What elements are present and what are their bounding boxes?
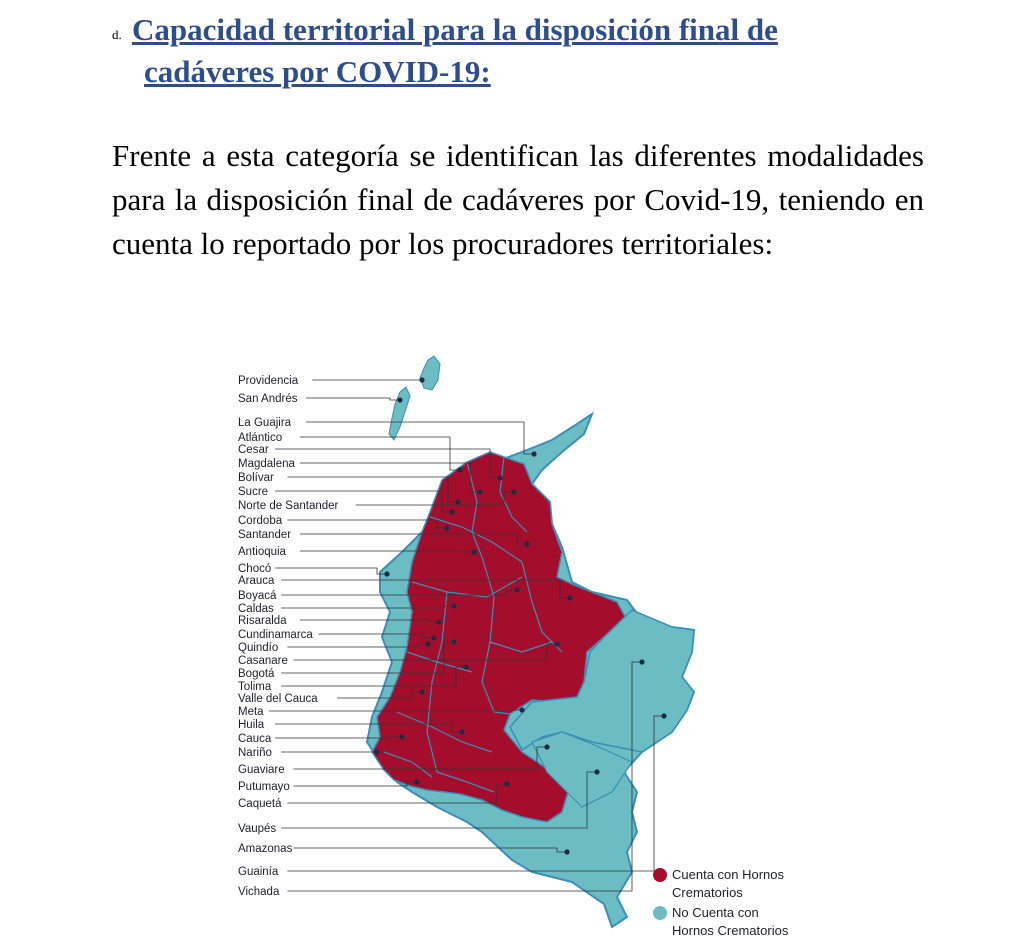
department-dot (544, 744, 549, 749)
department-dot (497, 475, 502, 480)
label-norte-de-santander: Norte de Santander (238, 500, 339, 512)
department-dot (531, 451, 536, 456)
department-dot (449, 509, 454, 514)
department-dot (444, 525, 449, 530)
label-boyac-: Boyacá (238, 590, 277, 602)
label-guain-a: Guainía (238, 866, 279, 878)
legend-with-crematory-line2: Crematorios (672, 885, 743, 900)
label-atl-ntico: Atlántico (238, 432, 283, 444)
label-risaralda: Risaralda (238, 615, 287, 627)
label-santander: Santander (238, 529, 292, 541)
department-dot (419, 377, 424, 382)
department-dot (511, 489, 516, 494)
legend-without-crematory-line2: Hornos Crematorios (672, 923, 789, 938)
leader-line (300, 437, 460, 470)
department-dot (455, 499, 460, 504)
legend-swatch-without-crematory (653, 906, 667, 920)
department-dot (451, 603, 456, 608)
label-putumayo: Putumayo (238, 781, 290, 793)
department-dot (374, 749, 379, 754)
legend-swatch-with-crematory (653, 868, 667, 882)
department-dot (451, 639, 456, 644)
department-dot (463, 664, 468, 669)
label-san-andr-s: San Andrés (238, 393, 298, 405)
label-casanare: Casanare (238, 655, 288, 667)
label-vichada: Vichada (238, 886, 280, 898)
department-dot (399, 734, 404, 739)
label-choc-: Chocó (238, 563, 272, 575)
section-marker: d. (112, 27, 122, 42)
department-dot (436, 619, 441, 624)
section-title-line1: Capacidad territorial para la disposición final de (132, 12, 778, 47)
department-dot (504, 781, 509, 786)
label-bol-var: Bolívar (238, 472, 274, 484)
label-cordoba: Cordoba (238, 515, 283, 527)
island-providencia (420, 356, 440, 390)
leader-line (287, 520, 447, 528)
label-magdalena: Magdalena (238, 458, 295, 470)
label-valle-del-cauca: Valle del Cauca (238, 693, 318, 705)
label-caquet-: Caquetá (238, 798, 282, 810)
department-dot (661, 713, 666, 718)
legend-with-crematory-line1: Cuenta con Hornos (672, 867, 785, 882)
label-amazonas: Amazonas (238, 843, 293, 855)
island-san-andres (389, 387, 410, 440)
intro-paragraph: Frente a esta categoría se identifican las diferentes modalidades para la disposición final de cadáveres por Covid-19, teniendo en cuenta lo reportado por los procuradores territoriales: (112, 138, 924, 261)
label-caldas: Caldas (238, 603, 274, 615)
leader-line (275, 568, 387, 574)
department-dot (414, 779, 419, 784)
label-cundinamarca: Cundinamarca (238, 629, 313, 641)
label-guaviare: Guaviare (238, 764, 285, 776)
department-dot (514, 587, 519, 592)
department-dot (564, 849, 569, 854)
department-dot (519, 707, 524, 712)
label-vaup-s: Vaupés (238, 823, 277, 835)
department-dot (594, 769, 599, 774)
label-sucre: Sucre (238, 486, 269, 498)
department-dot (384, 571, 389, 576)
department-dot (477, 489, 482, 494)
legend-without-crematory-line1: No Cuenta con (672, 905, 759, 920)
department-dot (431, 635, 436, 640)
label-quind-o: Quindío (238, 642, 279, 654)
label-antioquia: Antioquia (238, 546, 286, 558)
department-dot (554, 641, 559, 646)
map-regions (367, 356, 694, 927)
colombia-crematory-map (232, 352, 812, 942)
leader-line (306, 398, 400, 400)
department-dot (524, 541, 529, 546)
label-arauca: Arauca (238, 575, 275, 587)
label-meta: Meta (238, 706, 264, 718)
label-providencia: Providencia (238, 375, 299, 387)
label-la-guajira: La Guajira (238, 417, 292, 429)
department-dot (639, 659, 644, 664)
department-dot (397, 397, 402, 402)
label-nari-o: Nariño (238, 747, 272, 759)
label-tolima: Tolima (238, 681, 272, 693)
department-dot (419, 689, 424, 694)
department-dot (459, 729, 464, 734)
label-huila: Huila (238, 719, 265, 731)
department-labels (238, 375, 339, 898)
section-title-line2: cadáveres por COVID-19: (144, 54, 491, 89)
label-bogot-: Bogotá (238, 668, 275, 680)
department-dot (457, 467, 462, 472)
label-cesar: Cesar (238, 444, 269, 456)
department-dot (471, 549, 476, 554)
label-cauca: Cauca (238, 733, 272, 745)
department-dot (567, 595, 572, 600)
department-dot (425, 641, 430, 646)
leader-line (287, 477, 458, 502)
map-legend (653, 867, 789, 938)
